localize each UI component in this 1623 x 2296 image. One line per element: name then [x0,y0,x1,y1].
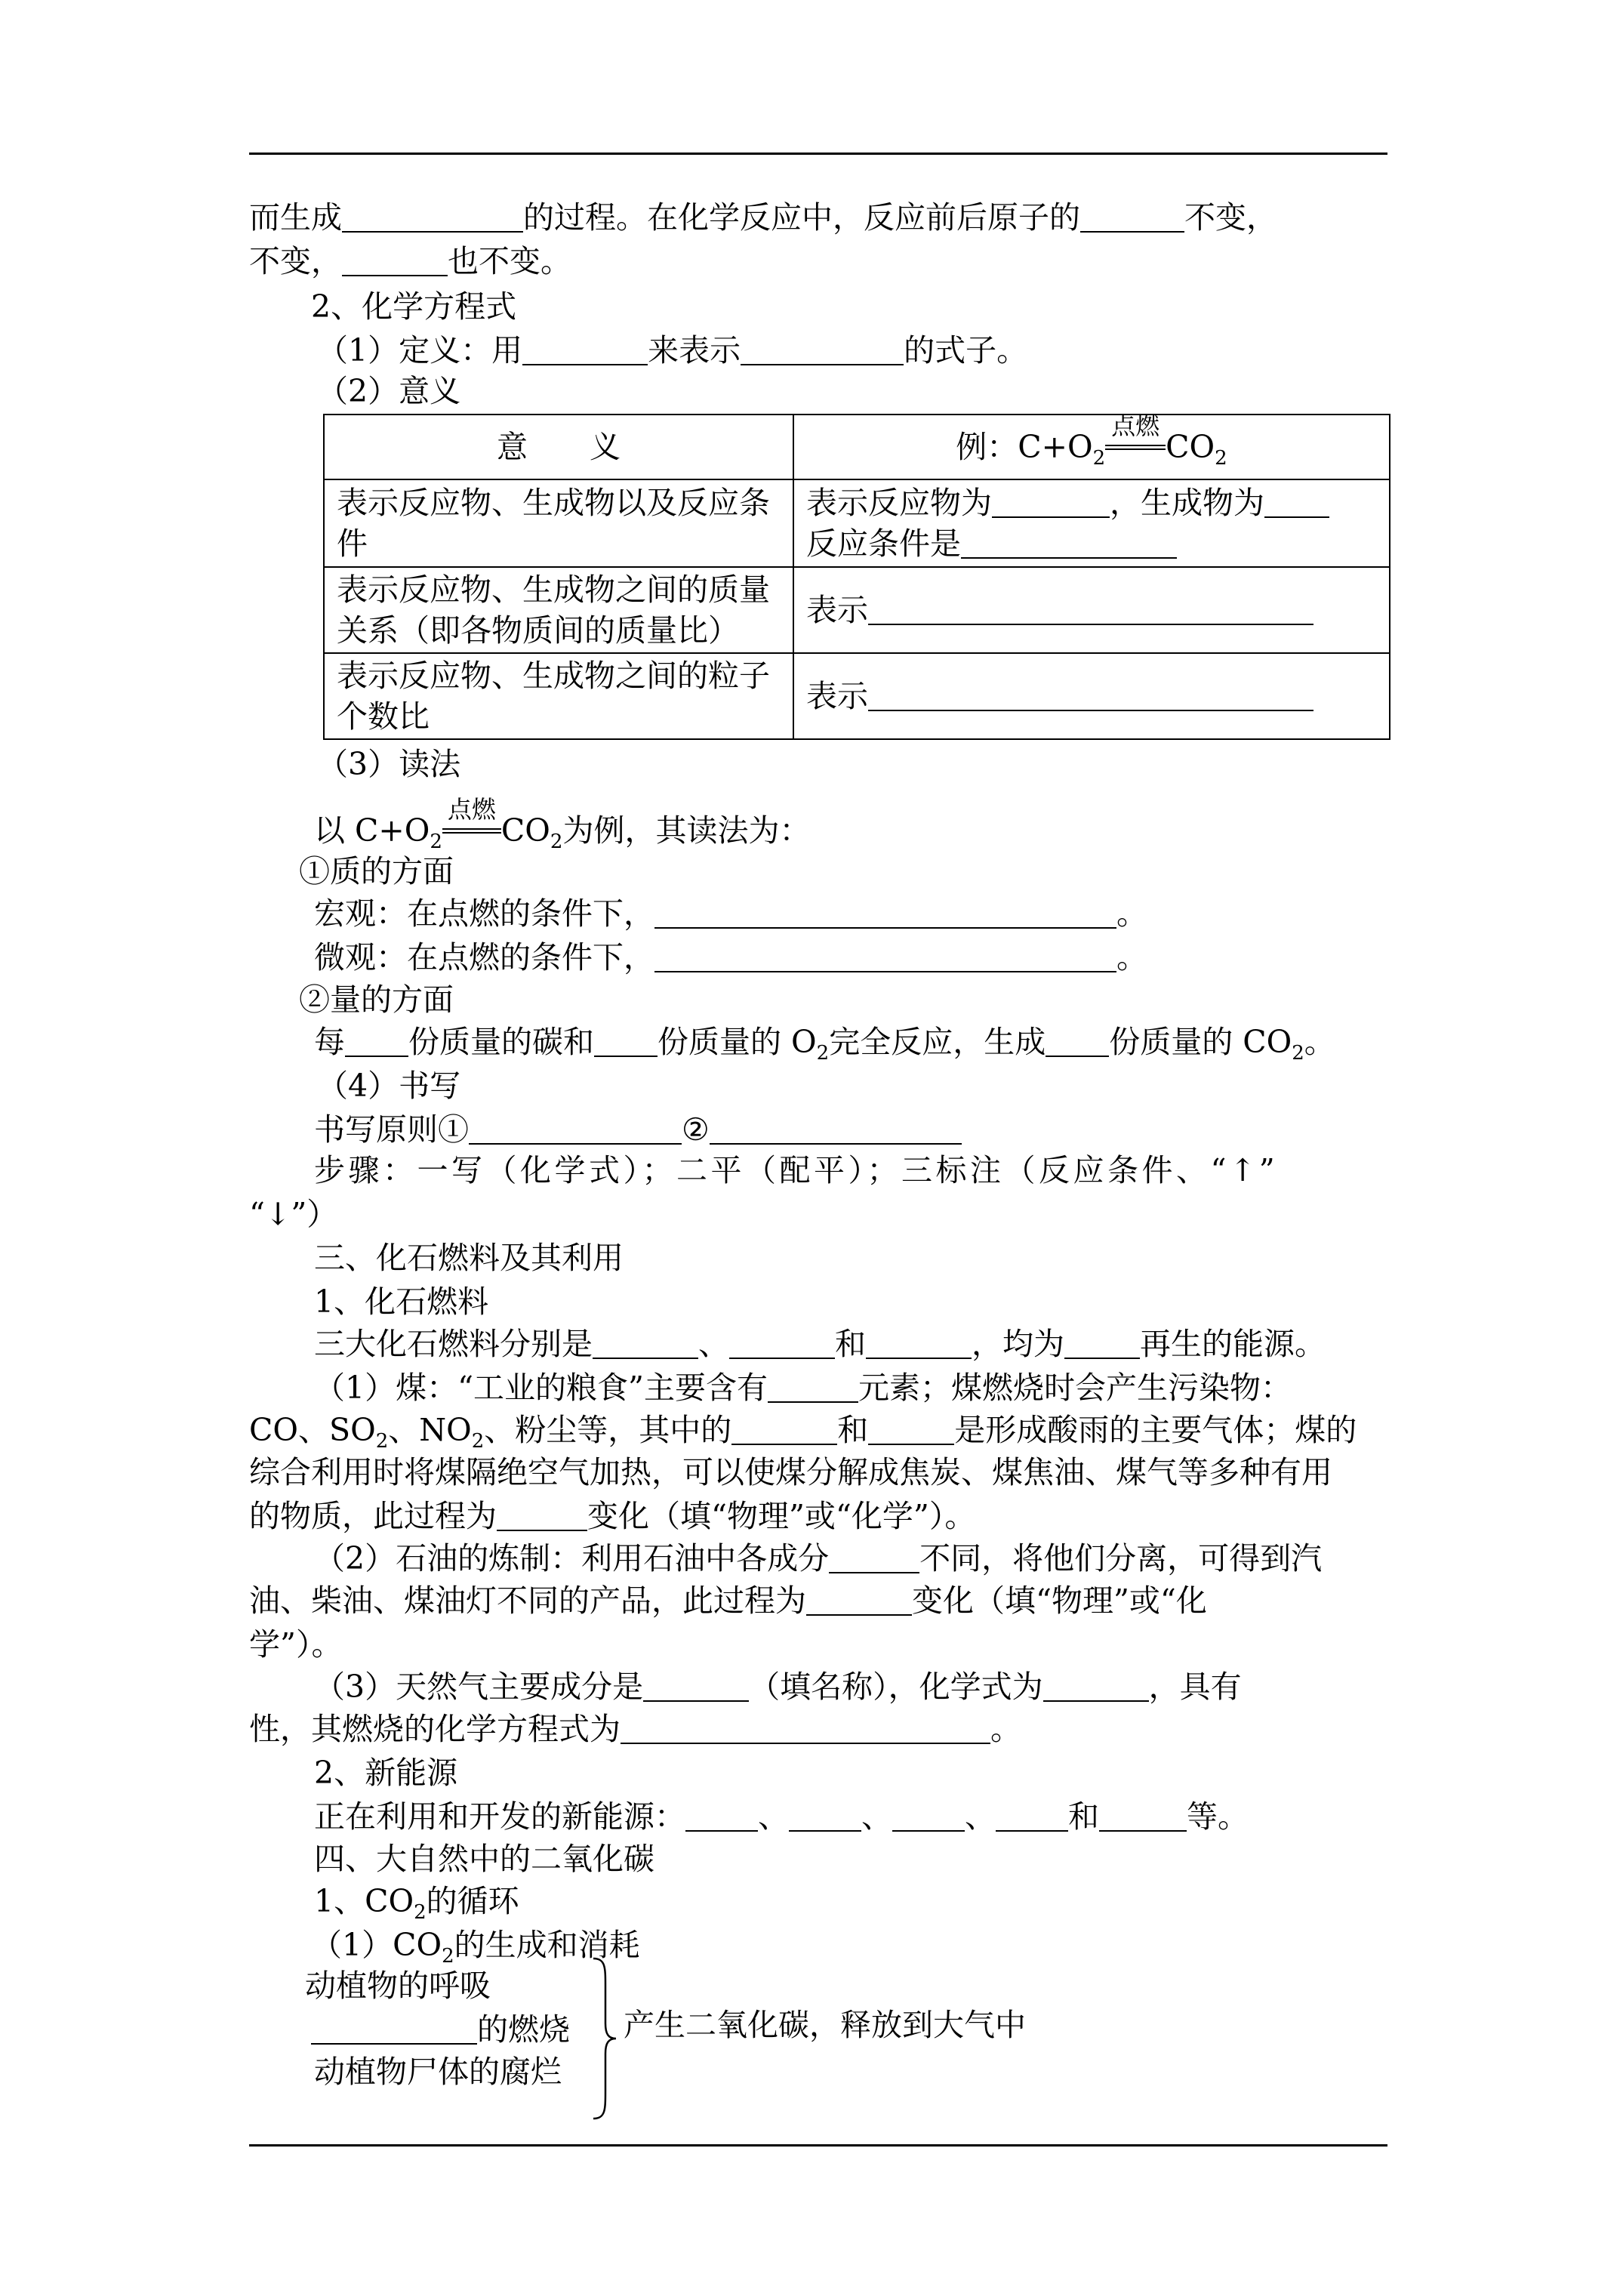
text-line: （1）煤：“工业的粮食”主要含有 元素；煤燃烧时会产生污染物： [314,1370,1292,1406]
table-cell: 表示 [793,567,1390,653]
text-line: （3）天然气主要成分是 （填名称），化学式为 ，具有 [314,1669,1242,1705]
table-cell: 表示反应物、生成物之间的粒子个数比 [324,653,793,739]
text-line: （2）石油的炼制：利用石油中各成分 不同，将他们分离，可得到汽 [314,1540,1323,1576]
right-brace-icon [589,1955,619,2122]
text-line: ①质的方面 [299,853,454,889]
text-line: 三大化石燃料分别是 、 和 ，均为 再生的能源。 [314,1326,1326,1362]
blank[interactable] [996,1800,1068,1832]
section-heading: 四、大自然中的二氧化碳 [314,1841,654,1877]
blank[interactable] [741,334,904,365]
text-line: 微观：在点燃的条件下， 。 [314,939,1147,975]
blank[interactable] [654,941,1116,972]
blank[interactable] [469,1113,682,1145]
table-cell: 表示反应物、生成物之间的质量关系（即各物质间的质量比） [324,567,793,653]
table-row [324,653,1390,739]
meaning-table [323,411,1390,740]
blank[interactable] [731,1413,837,1445]
blank[interactable] [1080,201,1184,233]
text-line: 不变， 也不变。 [249,243,571,279]
blank[interactable] [594,1025,658,1057]
section-heading: 1、$CO_2$的循环 [314,1883,519,1924]
text-line: 正在利用和开发的新能源： 、 、 、 和 等。 [314,1798,1249,1835]
blank[interactable] [654,897,1116,929]
blank[interactable] [868,1413,954,1445]
section-heading: 2、化学方程式 [311,288,517,325]
reaction-condition: 点燃 [1105,445,1166,458]
text-line: 性，其燃烧的化学方程式为 。 [249,1711,1021,1747]
blank[interactable] [593,1327,698,1359]
table-header-cell: 例：$C+O_2$ 点燃 $CO_2$ [793,415,1390,479]
blank[interactable] [868,680,1313,711]
blank[interactable] [868,593,1313,625]
blank[interactable] [992,486,1110,518]
cycle-item: 动植物的呼吸 [305,1968,491,2004]
blank[interactable] [1099,1800,1187,1832]
blank[interactable] [522,334,648,365]
blank[interactable] [892,1800,965,1832]
table-header-cell: 意 义 [324,415,793,479]
blank[interactable] [768,1371,858,1403]
section-heading: 三、化石燃料及其利用 [314,1240,624,1276]
blank[interactable] [1046,1025,1109,1057]
text-line: 学”）。 [249,1626,343,1663]
section-heading: 2、新能源 [314,1755,458,1791]
text-line: $(1)CO_2$的生成和消耗 [311,1927,640,1968]
blank[interactable] [621,1712,990,1744]
text-line: （4）书写 [317,1068,461,1104]
text-line: 书写原则① ② [314,1108,962,1151]
table-cell: 表示 [793,653,1390,739]
text-line: 的物质，此过程为 变化（填“物理”或“化学”）。 [249,1498,976,1534]
cycle-result: 产生二氧化碳，释放到大气中 [624,2007,1026,2043]
blank[interactable] [866,1327,972,1359]
blank[interactable] [710,1113,962,1145]
blank[interactable] [311,2013,477,2045]
blank[interactable] [961,527,1177,559]
equation-line: 以 $C+O_2$ 点燃 $CO_2$为例，其读法为： [314,795,811,853]
text-line: （2）意义 [317,373,461,409]
blank[interactable] [789,1800,861,1832]
blank[interactable] [729,1327,835,1359]
text-line: ②量的方面 [299,982,454,1018]
text-line: 每 份质量的碳和 份质量的 $O_2$完全反应，生成 份质量的 $CO_2$。 [314,1024,1335,1065]
text-line: （3）读法 [317,746,461,782]
cycle-item: 动植物尸体的腐烂 [314,2054,562,2090]
blank[interactable] [643,1670,749,1702]
section-heading: 1、化石燃料 [314,1284,489,1320]
blank[interactable] [497,1499,587,1531]
blank[interactable] [829,1542,919,1573]
text-line: CO、$SO_2$、$NO_2$、粉尘等，其中的 和 是形成酸雨的主要气体；煤的 [249,1412,1357,1453]
blank[interactable] [342,201,523,233]
reaction-condition: 点燃 [442,828,501,841]
table-cell: 表示反应物为 ，生成物为 反应条件是 [793,479,1390,567]
header-rule [249,153,1387,155]
text-line: 综合利用时将煤隔绝空气加热，可以使煤分解成焦炭、煤焦油、煤气等多种有用 [249,1454,1332,1490]
text-line: 而生成 的过程。在化学反应中，反应前后原子的 不变， [249,199,1277,236]
blank[interactable] [1264,486,1329,518]
table-row [324,479,1390,567]
text-line: （1）定义：用 来表示 的式子。 [317,332,1028,368]
table-row [324,567,1390,653]
cycle-item: 的燃烧 [311,2008,570,2051]
blank[interactable] [685,1800,758,1832]
blank[interactable] [1043,1670,1149,1702]
blank[interactable] [345,1025,408,1057]
text-line: “↓”） [249,1196,338,1232]
blank[interactable] [806,1584,912,1616]
blank[interactable] [342,245,448,276]
blank[interactable] [1064,1327,1140,1359]
table-row [324,415,1390,479]
text-line: 宏观：在点燃的条件下， 。 [314,895,1147,932]
text-line: 步骤：一写（化学式）；二平（配平）；三标注（反应条件、“↑” [314,1152,1279,1188]
footer-rule [249,2144,1387,2147]
table-cell: 表示反应物、生成物以及反应条件 [324,479,793,567]
text-line: 油、柴油、煤油灯不同的产品，此过程为 变化（填“物理”或“化 [249,1583,1207,1619]
